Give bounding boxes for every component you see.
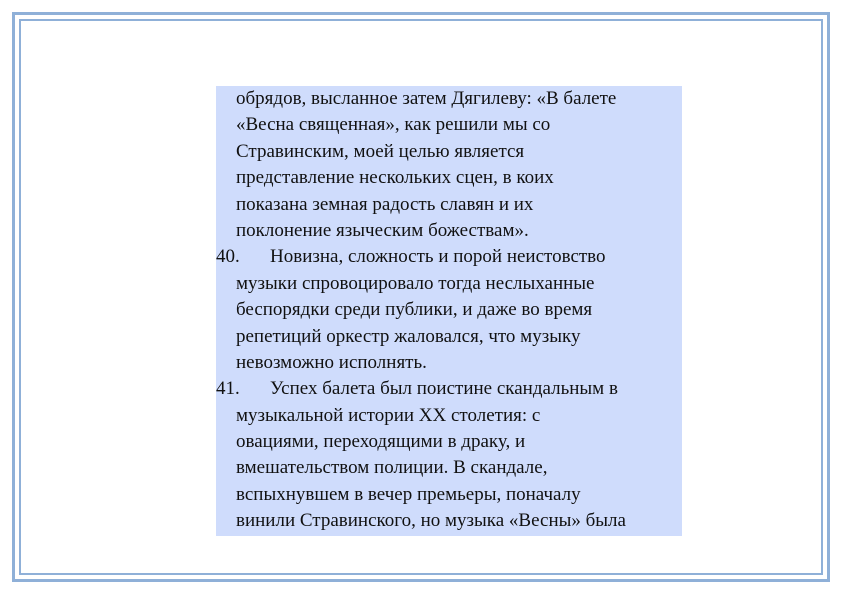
text-line: Новизна, сложность и порой неистовство bbox=[270, 246, 606, 268]
text-line: представление нескольких сцен, в коих bbox=[236, 167, 554, 189]
text-line: овациями, переходящими в драку, и bbox=[236, 431, 526, 453]
text-line: Успех балета был поистине скандальным в bbox=[270, 378, 618, 400]
text-line: невозможно исполнять. bbox=[236, 351, 427, 373]
text-line: Стравинским, моей целью является bbox=[236, 140, 525, 162]
paragraph-40 bbox=[216, 244, 682, 376]
text-line: вмешательством полиции. В скандале, bbox=[236, 457, 548, 479]
text-block bbox=[216, 86, 682, 536]
text-line: обрядов, высланное затем Дягилеву: «В балете bbox=[236, 88, 617, 109]
text-line: беспорядки среди публики, и даже во время bbox=[236, 299, 593, 321]
paragraph-number: 41. bbox=[216, 378, 240, 400]
text-line: винили Стравинского, но музыка «Весны» была bbox=[236, 510, 626, 532]
text-line: вспыхнувшем в вечер премьеры, поначалу bbox=[236, 483, 581, 505]
text-line: поклонение языческим божествам». bbox=[236, 219, 529, 241]
paragraph-continued bbox=[216, 86, 682, 244]
text-line: показана земная радость славян и их bbox=[236, 193, 534, 215]
text-line: музыкальной истории XX столетия: с bbox=[236, 404, 541, 426]
text-line: «Весна священная», как решили мы со bbox=[236, 114, 551, 136]
text-line: музыки спровоцировало тогда неслыханные bbox=[236, 272, 595, 294]
paragraph-number: 40. bbox=[216, 246, 240, 268]
paragraph-41 bbox=[216, 376, 682, 534]
text-line: репетиций оркестр жаловался, что музыку bbox=[236, 325, 581, 347]
